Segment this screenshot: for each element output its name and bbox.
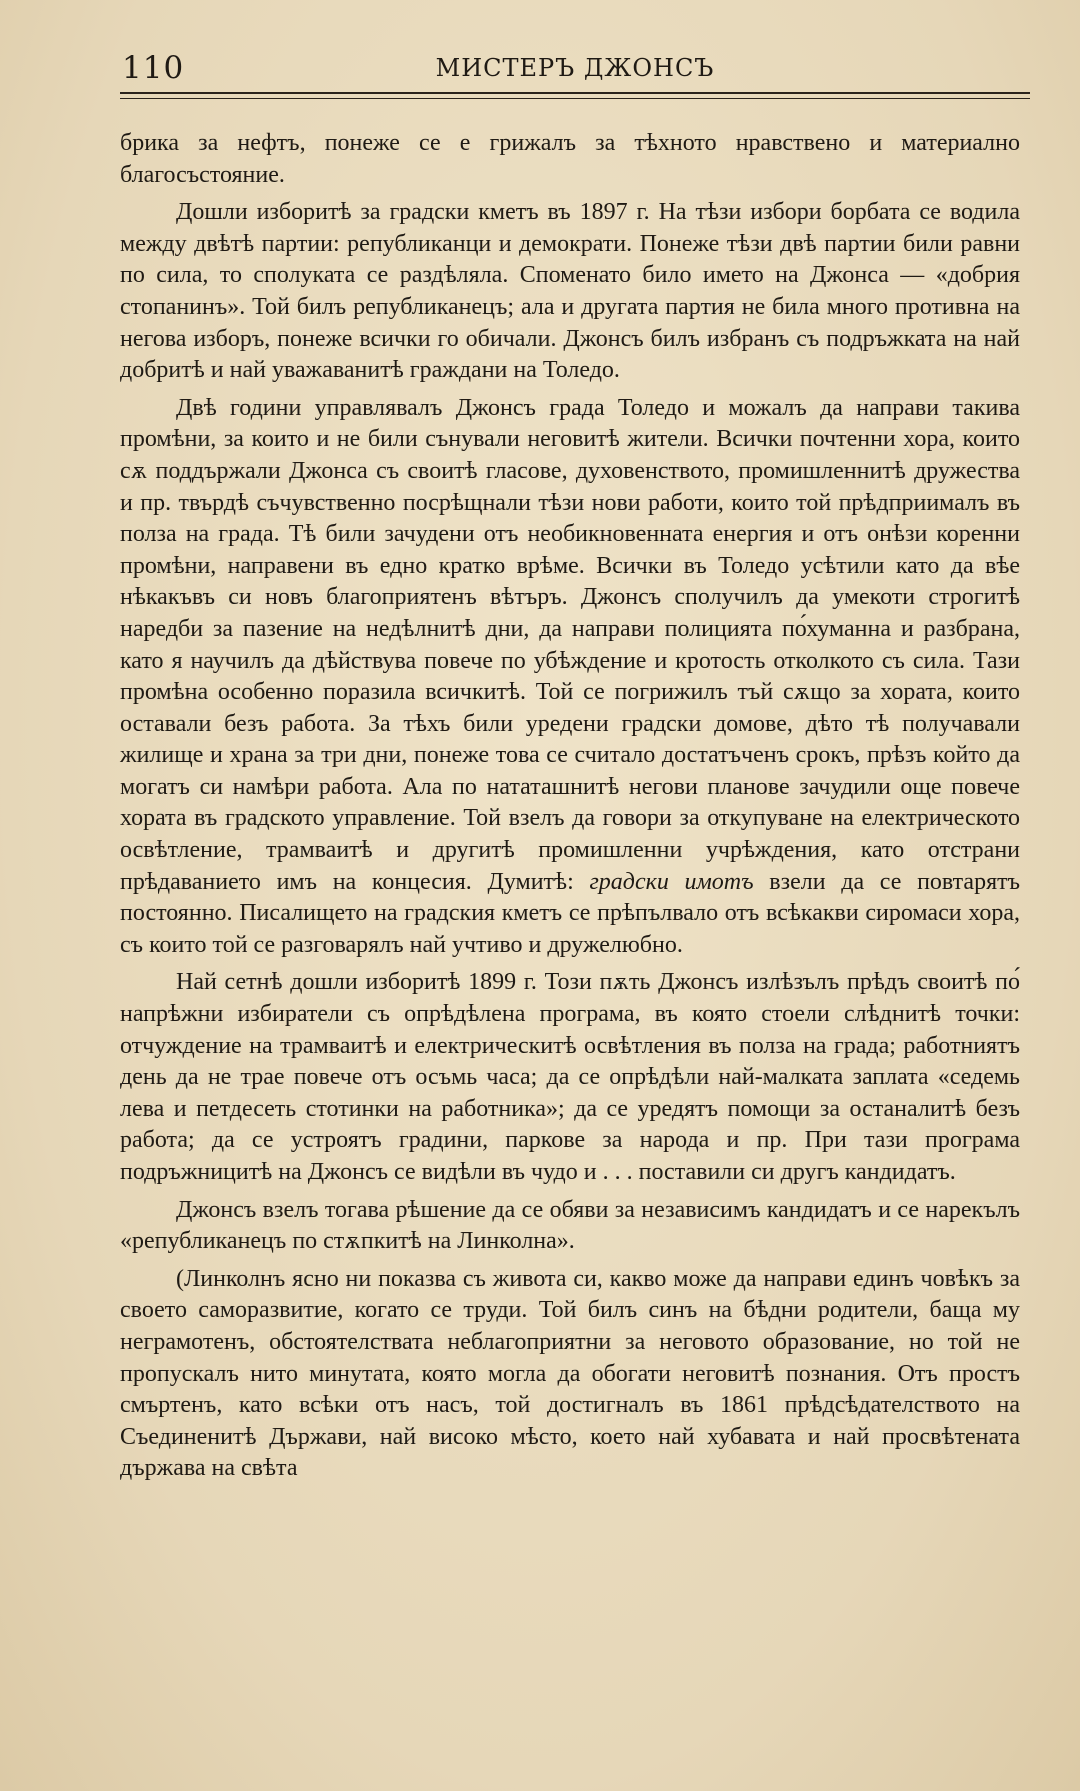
paragraph-continued: брика за нефтъ, понеже се е грижалъ за тѣхното нравствено и материално благосъстояние. xyxy=(120,130,1020,188)
paragraph-elections-1897: Дошли изборитѣ за градски кметъ въ 1897 г. На тѣзи избори борбата се водила между двѣтѣ партии: републиканци и демократи. Понеже тѣзи двѣ партии били равни по сила, то сполуката се раздѣляла. Споменато било името на Джонса — «добрия стопанинъ». Той билъ републиканецъ; ала и другата партия не била много противна на негова изборъ, понеже всички го обичали. Джонсъ билъ избранъ съ подръжката на най добритѣ и най уважаванитѣ граждани на Толедо. xyxy=(120,199,1020,384)
paragraph-two-years-management xyxy=(120,393,1020,962)
body-text xyxy=(120,128,1020,1491)
paragraph-elections-1899: Най сетнѣ дошли изборитѣ 1899 г. Този пѫть Джонсъ излѣзълъ прѣдъ своитѣ по́ напрѣжни избиратели съ опрѣдѣлена програма, въ която стоели слѣднитѣ точки: отчуждение на трамваитѣ и електрическитѣ освѣтления въ полза на града; работниятъ день да не трае повече отъ осъмь часа; да се опрѣдѣли най-малката заплата «седемь лева и петдесеть стотинки на работника»; да се уредятъ помощи за останалитѣ безъ работа; да се устроятъ градини, паркове за народа и пр. При тази програма подръжницитѣ на Джонсъ се видѣли въ чудо и . . . поставили си другъ кандидатъ. xyxy=(120,969,1020,1185)
paragraph-lincoln: (Линколнъ ясно ни показва съ живота си, какво може да направи единъ човѣкъ за своето саморазвитие, когато се труди. Той билъ синъ на бѣдни родители, баща му неграмотенъ, обстоятелствата неблагоприятни за неговото образование, но той не пропускалъ нито минутата, която могла да обогати неговитѣ познания. Отъ простъ смъртенъ, като всѣки отъ насъ, той достигналъ въ 1861 прѣдсѣдателството на Съединенитѣ Държави, най високо мѣсто, което най хубавата и най просвѣтената държава на свѣта xyxy=(120,1265,1020,1482)
page-header xyxy=(120,50,1030,90)
paragraph-two-years-tail: взели да се повтарятъ постоянно. Писалището на градския кметъ се прѣпълвало отъ всѣкакви сиромаси хора, съ които той се разговарялъ най учтиво и дружелюбно. xyxy=(120,868,1021,958)
paragraph-independent-candidate: Джонсъ взелъ тогава рѣшение да се обяви за независимъ кандидатъ и се нарекълъ «републиканецъ по стѫпкитѣ на Линколна». xyxy=(120,1196,1020,1255)
page-number: 110 xyxy=(122,50,185,86)
paragraph-two-years-text: Двѣ години управлявалъ Джонсъ града Толедо и можалъ да направи такива промѣни, за които и не били сънували неговитѣ жители. Всички почтенни хора, които сѫ поддържали Джонса съ своитѣ гласове, духовенството, промишленнитѣ дружества и пр. твърдѣ съчувственно посрѣщнали тѣзи нови работи, които той прѣдприималъ въ полза на града. Тѣ били зачудени отъ необикновенната енергия и отъ онѣзи коренни промѣни, направени въ едно кратко врѣме. Всички въ Толедо усѣтили като да вѣе нѣкакъвъ си новъ благоприятенъ вѣтъръ. Джонсъ сполучилъ да умекоти строгитѣ наредби за пазение на недѣлнитѣ дни, да направи полицията по́хуманна и разбрана, като я научилъ да дѣйствува повече по убѣждение и кротость отколкото съ сила. Тази промѣна особенно поразила всичкитѣ. Той се погрижилъ тъй сѫщо за хората, които оставали безъ работа. За тѣхъ били уредени градски домове, дѣто тѣ получавали жилище и храна за три дни, понеже това се считало достатъченъ срокъ, прѣзъ който да могатъ си намѣри работа. Ала по нататашнитѣ негови планове зачудили още повече хората въ градското управление. Той взелъ да говори за откупуване на електрическото освѣтление, трамваитѣ и другитѣ промишленни учрѣждения, като отстрани прѣдаванието имъ на концесия. Думитѣ: xyxy=(120,394,1020,895)
running-title: МИСТЕРЪ ДЖОНСЪ xyxy=(435,54,715,82)
emphasis-grad-imot: градски имотъ xyxy=(589,868,754,895)
header-rule-thin xyxy=(120,98,1030,99)
header-rule-thick xyxy=(120,92,1030,94)
